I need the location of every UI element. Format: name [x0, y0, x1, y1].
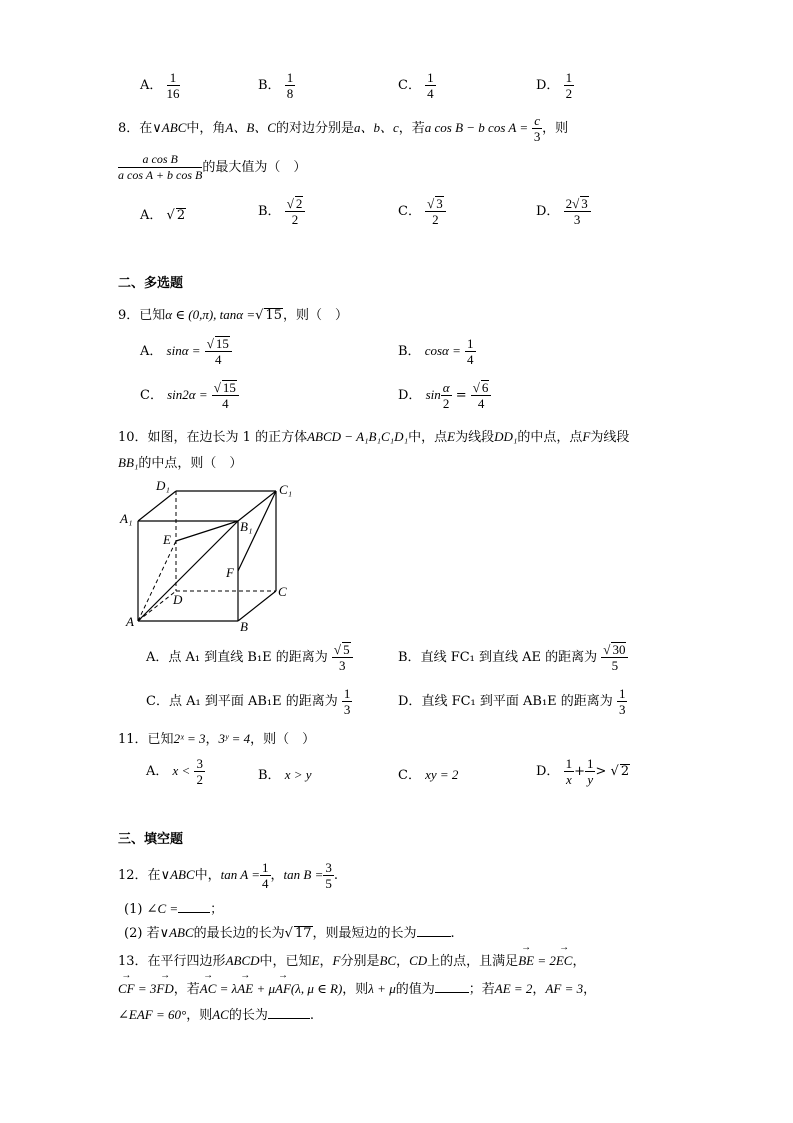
q8-option-a[interactable]: A． √ 2	[140, 208, 186, 223]
label-d: D	[173, 592, 183, 607]
q12-answer-blank-1[interactable]	[178, 900, 210, 913]
q7-option-c-fraction: $\frac{1}{4}$	[427, 70, 434, 101]
q13-line1: 13．在平行四边形ABCD中，已知E，F分别是BC，CD上的点，且满足→ BE = 2→ EC，	[118, 950, 586, 969]
q9-option-a[interactable]: A． sinα = $\frac{√ 15}{4}$	[140, 336, 232, 367]
q12-part1: (1) ∠C = ；	[124, 901, 224, 917]
q8-cond-fraction: $\frac{c}{3}$	[533, 113, 541, 144]
q8-option-c[interactable]: C． $\frac{√ 3}{2}$	[398, 196, 446, 227]
q13-line3: ∠EAF = 60°，则AC的长为 .	[118, 1007, 314, 1023]
section-multi-choice-heading: 二、多选题	[118, 276, 184, 291]
edge-a1-d1	[138, 491, 176, 521]
q7-option-a-fraction: $\frac{1}{16}$	[166, 70, 180, 101]
label-c1: C₁	[279, 482, 293, 497]
q7-option-d-label: D．	[536, 78, 560, 93]
cube-figure	[118, 474, 308, 634]
q12-part2: (2) 若∨ABC的最长边的长为√ 17，则最短边的长为 .	[124, 925, 455, 941]
q11-option-a[interactable]: A． x < $\frac{3}{2}$	[146, 756, 203, 787]
q7-option-b-label: B．	[258, 78, 281, 93]
q10-option-d[interactable]: D．直线 FC₁ 到平面 AB₁E 的距离为 $\frac{1}{3}$	[398, 686, 626, 717]
q13-answer-blank-2[interactable]	[268, 1006, 310, 1019]
label-d1: D₁	[156, 478, 170, 493]
q7-option-a-label: A．	[140, 78, 163, 93]
q7-option-b-fraction: $\frac{1}{8}$	[286, 70, 294, 101]
q7-option-d[interactable]	[536, 70, 574, 101]
hidden-edge-a-d	[138, 591, 176, 621]
q11-option-d[interactable]: D． $\frac{1}{x}$ + $\frac{1}{y}$ > √ 2	[536, 756, 630, 787]
q7-option-c-label: C．	[398, 78, 421, 93]
label-b: B	[240, 619, 248, 634]
q11-option-c[interactable]: C． xy = 2	[398, 767, 459, 783]
q9-option-b[interactable]: B． cosα = $\frac{1}{4}$	[398, 336, 474, 367]
label-a: A	[126, 614, 134, 629]
section-fill-blank-heading: 三、填空题	[118, 832, 184, 847]
q8-expr-fraction: $\frac{\text{a cos B}}{\text{a cos A + b cos B}}$	[118, 152, 203, 182]
edge-c-b	[238, 591, 276, 621]
q8-stem: 8．在∨ABC中，角A、B、C的对边分别是a、b、c，若a cos B − b cos A = $\frac{c}{3}$ ，则	[118, 113, 569, 144]
label-a1: A₁	[120, 511, 133, 526]
q12-answer-blank-2[interactable]	[417, 924, 451, 937]
q7-option-a[interactable]	[140, 70, 180, 101]
q8-option-b[interactable]: B． $\frac{√ 2}{2}$	[258, 196, 305, 227]
q8-option-d[interactable]: D． $\frac{2√ 3}{3}$	[536, 196, 591, 227]
q11-stem: 11．已知2ˣ = 3，3ʸ = 4，则（ ）	[118, 731, 316, 747]
hidden-segment-a-e	[138, 541, 176, 621]
q8-expression: $\frac{\text{a cos B}}{\text{a cos A + b cos B}}$ 的最大值为（ ）	[118, 152, 307, 182]
q12-stem: 12．在∨ABC中，tan A = $\frac{1}{4}$ ，tan B = $\frac{3}{5}$ .	[118, 860, 338, 891]
label-f: F	[226, 565, 234, 580]
q10-option-c[interactable]: C．点 A₁ 到平面 AB₁E 的距离为 $\frac{1}{3}$	[146, 686, 351, 717]
q9-option-d[interactable]: D． sin $\frac{\alpha}{2}$ = $\frac{√ 6}{4}$	[398, 380, 491, 411]
q7-option-b[interactable]	[258, 70, 295, 101]
q9-option-c[interactable]: C． sin2α = $\frac{√ 15}{4}$	[140, 380, 239, 411]
edge-c1-b1	[238, 491, 276, 521]
q10-option-a[interactable]: A．点 A₁ 到直线 B₁E 的距离为 $\frac{√ 5}{3}$	[146, 642, 353, 673]
q11-option-b[interactable]: B． x > y	[258, 767, 312, 783]
q7-option-d-fraction: $\frac{1}{2}$	[565, 70, 573, 101]
q9-stem: 9．已知α ∈ (0,π), tanα =√ 15，则（ ）	[118, 307, 348, 323]
label-e: E	[163, 532, 171, 547]
segment-a-b1	[138, 521, 238, 621]
q13-line2: → CF = 3→ FD，若→ AC = λ→ AE + μ→ AF(λ, μ ∈ R)，则λ + μ的值为 ；若AE = 2，AF = 3，	[118, 978, 596, 997]
q13-answer-blank-1[interactable]	[435, 980, 469, 993]
q10-option-b[interactable]: B．直线 FC₁ 到直线 AE 的距离为 $\frac{√ 30}{5}$	[398, 642, 628, 673]
q7-option-c[interactable]	[398, 70, 436, 101]
label-c: C	[278, 584, 287, 599]
q10-stem-line1: 10．如图，在边长为 1 的正方体ABCD − A₁B₁C₁D₁中，点E为线段DD₁的中点，点F为线段	[118, 429, 630, 445]
q10-stem-line2: BB₁的中点，则（ ）	[118, 455, 243, 471]
label-b1: B₁	[240, 519, 253, 534]
